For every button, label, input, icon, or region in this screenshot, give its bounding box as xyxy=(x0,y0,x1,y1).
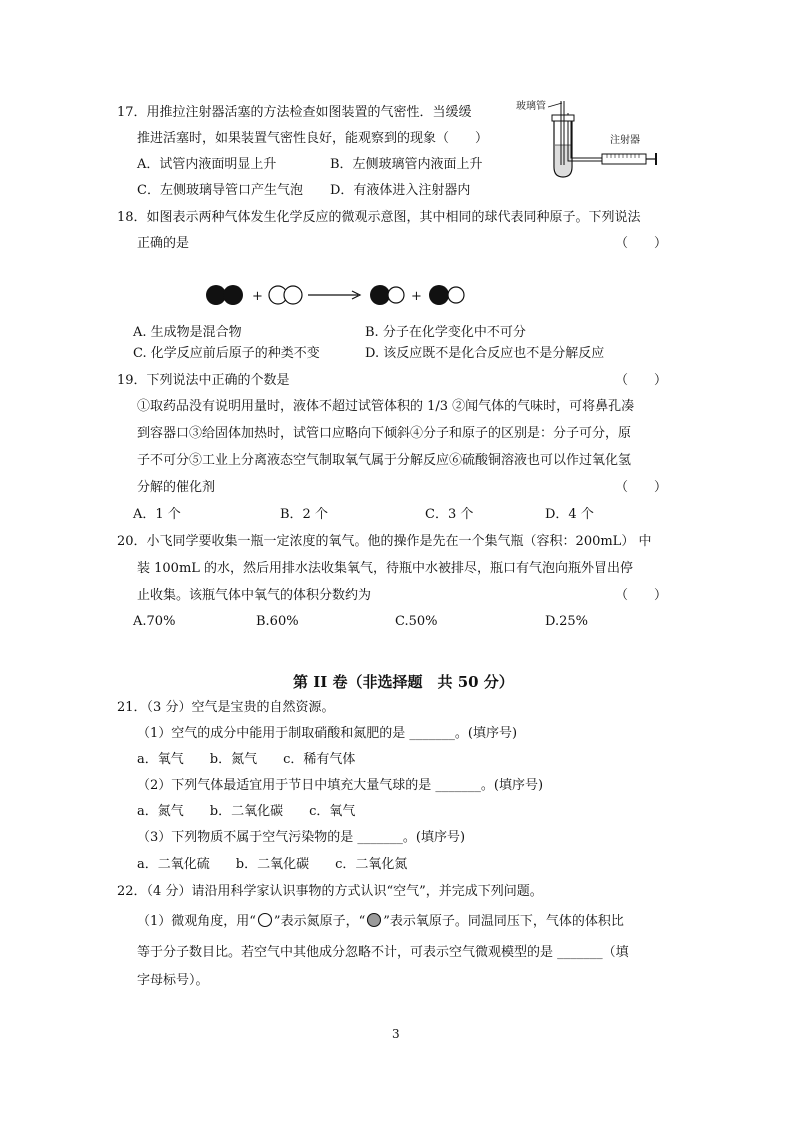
q18-option-a: A. 生成物是混合物 xyxy=(133,325,242,340)
page-number: 3 xyxy=(392,1027,400,1041)
q20-line-2: 装 100mL 的水，然后用排水法收集氧气，待瓶中水被排尽，瓶口有气泡向瓶外冒出停 xyxy=(137,561,634,576)
plus-sign: + xyxy=(411,289,422,304)
q22-line-2-part-c: ”表示氧原子。同温同压下，气体的体积比 xyxy=(383,914,624,929)
q20-line-1: 20．小飞同学要收集一瓶一定浓度的氧气。他的操作是先在一个集气瓶（容积：200mL） 中 xyxy=(117,534,652,549)
q19-statement-line-3: 子不可分⑤工业上分离液态空气制取氧气属于分解反应⑥硫酸铜溶液也可以作过氧化氢 xyxy=(137,453,632,468)
white-atom xyxy=(448,287,464,303)
q19-option-a: A．1 个 xyxy=(133,507,181,522)
q19-answer-paren: （ ） xyxy=(615,373,668,388)
q18-line-1: 18．如图表示两种气体发生化学反应的微观示意图，其中相同的球代表同种原子。下列说法 xyxy=(117,210,641,225)
white-atom xyxy=(388,287,404,303)
q18-option-c: C. 化学反应前后原子的种类不变 xyxy=(133,346,320,361)
reaction-diagram xyxy=(200,278,480,312)
q21-sub-2: （2）下列气体最适宜用于节日中填充大量气球的是 _______。(填序号) xyxy=(137,778,544,793)
q17-line-2: 推进活塞时，如果装置气密性良好，能观察到的现象（ ） xyxy=(137,131,489,146)
q19-statement-line-4: 分解的催化剂 xyxy=(137,480,216,495)
q17-option-c: C．左侧玻璃导管口产生气泡 xyxy=(137,183,303,198)
q18-option-d: D. 该反应既不是化合反应也不是分解反应 xyxy=(365,346,605,361)
q19-option-d: D．4 个 xyxy=(545,507,594,522)
black-atom xyxy=(370,285,390,305)
q21-line-1: 21．（3 分）空气是宝贵的自然资源。 xyxy=(117,700,335,715)
q20-option-c: C.50% xyxy=(395,614,438,629)
q22-line-2-part-b: ”表示氮原子，“ xyxy=(273,914,366,929)
q20-option-b: B.60% xyxy=(256,614,299,629)
white-atom xyxy=(284,286,302,304)
nitrogen-atom-icon xyxy=(256,912,274,928)
q18-answer-paren: （ ） xyxy=(615,236,668,251)
q21-sub-3-options: a．二氧化硫 b．二氧化碳 c．二氧化氮 xyxy=(137,857,408,872)
q17-option-d: D．有液体进入注射器内 xyxy=(330,183,471,198)
q21-sub-1: （1）空气的成分中能用于制取硝酸和氮肥的是 _______。(填序号) xyxy=(137,726,518,741)
q22-line-1: 22．（4 分）请沿用科学家认识事物的方式认识“空气”，并完成下列问题。 xyxy=(117,884,543,899)
plus-sign: + xyxy=(252,289,263,304)
glass-tube-label: 玻璃管 xyxy=(516,101,546,112)
syringe xyxy=(602,154,646,164)
q21-sub-3: （3）下列物质不属于空气污染物的是 _______。(填序号) xyxy=(137,830,466,845)
stopper xyxy=(552,115,574,121)
q17-line-1: 17．用推拉注射器活塞的方法检查如图装置的气密性．当缓缓 xyxy=(117,105,472,120)
q20-line-3: 止收集。该瓶气体中氧气的体积分数约为 xyxy=(137,588,372,603)
q19-line-1: 19．下列说法中正确的个数是 xyxy=(117,373,290,388)
q21-sub-1-options: a．氧气 b．氮气 c．稀有气体 xyxy=(137,752,356,767)
q22-line-4: 字母标号）。 xyxy=(137,973,209,988)
q18-line-2: 正确的是 xyxy=(137,236,190,251)
q19-option-b: B．2 个 xyxy=(280,507,328,522)
black-atom xyxy=(429,285,449,305)
q21-sub-2-options: a．氮气 b．二氧化碳 c．氧气 xyxy=(137,804,356,819)
q22-line-3: 等于分子数目比。若空气中其他成分忽略不计，可表示空气微观模型的是 _______（填 xyxy=(137,945,629,960)
black-atom xyxy=(223,285,243,305)
q22-line-2-part-a: （1）微观角度，用“ xyxy=(137,914,256,929)
q20-option-a: A.70% xyxy=(133,614,176,629)
apparatus-figure xyxy=(510,95,670,185)
q17-option-a: A．试管内液面明显上升 xyxy=(137,157,277,172)
oxygen-atom-icon xyxy=(365,912,383,928)
q22-line-2 xyxy=(137,912,624,930)
syringe-label: 注射器 xyxy=(610,135,640,146)
q19-statement-line-2: 到容器口③给固体加热时，试管口应略向下倾斜④分子和原子的区别是：分子可分，原 xyxy=(137,426,632,441)
q20-answer-paren: （ ） xyxy=(615,588,668,603)
q20-option-d: D.25% xyxy=(545,614,588,629)
q19-statement-line-1: ①取药品没有说明用量时，液体不超过试管体积的 1/3 ②闻气体的气味时，可将鼻孔凑 xyxy=(137,399,635,414)
q17-option-b: B．左侧玻璃管内液面上升 xyxy=(330,157,483,172)
q19-option-c: C．3 个 xyxy=(425,507,474,522)
q18-option-b: B. 分子在化学变化中不可分 xyxy=(365,325,526,340)
section-title: 第 II 卷（非选择题 共 50 分） xyxy=(293,673,514,691)
q19-answer-paren-2: （ ） xyxy=(615,480,668,495)
